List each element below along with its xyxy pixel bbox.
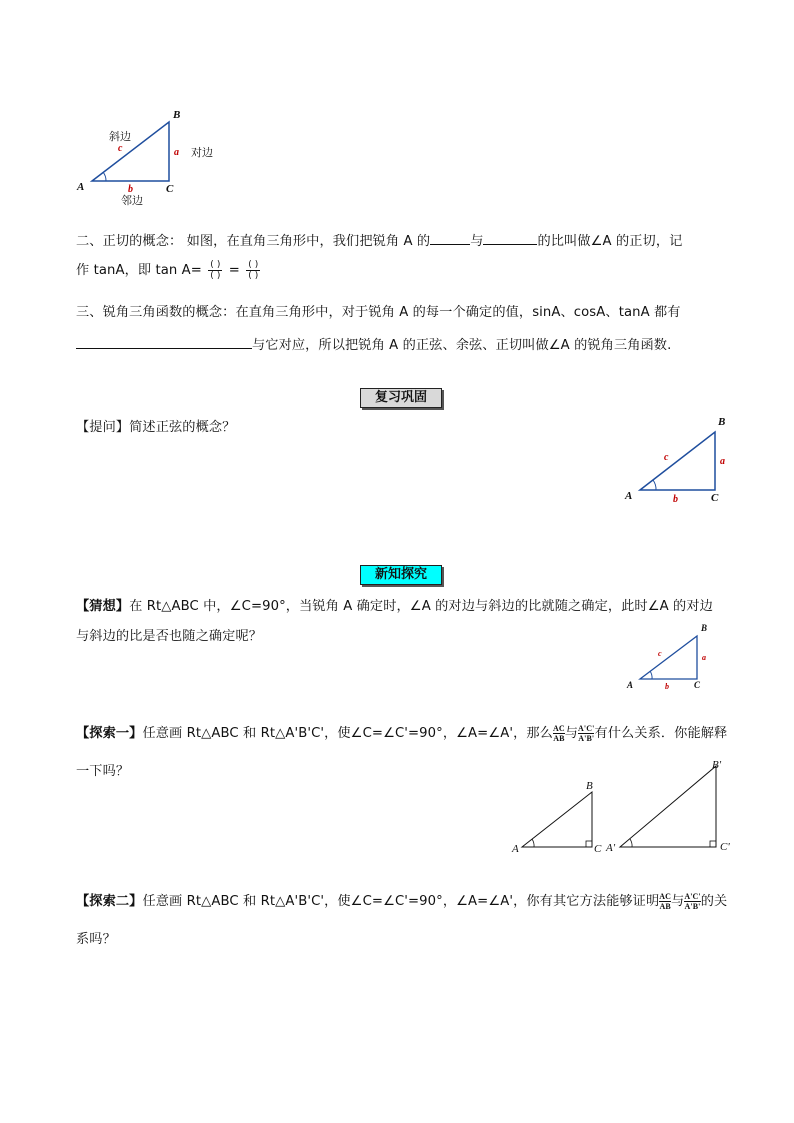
explore-heading: 新知探究: [360, 565, 442, 585]
tangent-definition-line1: 二、正切的概念： 如图，在直角三角形中，我们把锐角 A 的 与 的比叫做∠A 的正切，记: [76, 234, 683, 249]
guess-line1: 【猜想】在 Rt△ABC 中，∠C=90°，当锐角 A 确定时，∠A 的对边与斜边的比就随之确定，此时∠A 的对边: [76, 599, 713, 614]
triangle-diagram-4: [510, 780, 610, 860]
blank-1[interactable]: [430, 232, 470, 245]
triangle-diagram-1: [76, 104, 236, 214]
vertex-c-label: C: [166, 183, 174, 195]
fraction-ac-ab: $\frac{AC}{AB}$: [552, 723, 565, 743]
side-c-label: c: [664, 452, 669, 463]
explore1-line2: 一下吗？: [76, 764, 130, 779]
triangle-diagram-3: [624, 622, 724, 692]
triangle-diagram-5: [604, 756, 744, 856]
explore1-line1: 【探索一】任意画 Rt△ABC 和 Rt△A'B'C'，使∠C=∠C'=90°，∠A=∠A'，那么 $\frac{AC}{AB}$ 与 $\frac{A'C'}{A'B'}$ 有什么关系．你能解释: [76, 723, 728, 743]
vertex-c-label: C: [694, 680, 701, 690]
blank-3[interactable]: [76, 336, 252, 349]
side-c-label: c: [118, 143, 123, 154]
tangent-fraction-2[interactable]: $\frac{( )}{( )}$: [248, 259, 259, 281]
side-b-label: b: [673, 494, 678, 505]
vertex-b-label: B: [586, 780, 593, 792]
vertex-a-label: A: [625, 490, 633, 502]
vertex-b-label: B: [173, 109, 181, 121]
vertex-b-label: B: [718, 416, 726, 428]
vertex-b-label: B: [701, 623, 708, 633]
blank-2[interactable]: [483, 232, 537, 245]
vertex-c-label: C: [711, 492, 719, 504]
side-a-label: a: [174, 147, 179, 158]
vertex-a-label: A: [627, 680, 634, 690]
vertex-c-label: C: [594, 843, 602, 855]
explore2-line2: 系吗？: [76, 932, 116, 947]
review-question: 【提问】简述正弦的概念？: [76, 420, 236, 435]
triangle-diagram-2: [622, 414, 742, 509]
vertex-a-label: A: [77, 181, 85, 193]
opposite-label: 对边: [191, 146, 213, 159]
adjacent-label: 邻边: [121, 194, 143, 207]
vertex-a-label: A: [512, 843, 519, 855]
fraction-a1c1-a1b1: $\frac{A'C'}{A'B'}$: [578, 723, 595, 743]
vertex-a-prime-label: A': [606, 842, 616, 854]
fraction-ac-ab: $\frac{AC}{AB}$: [659, 891, 672, 911]
tangent-fraction-1[interactable]: $\frac{( )}{( )}$: [210, 259, 221, 281]
vertex-b-prime-label: B': [712, 759, 722, 771]
side-a-label: a: [702, 653, 706, 662]
trig-function-definition-line1: 三、锐角三角函数的概念：在直角三角形中，对于锐角 A 的每一个确定的值，sinA、cosA、tanA 都有: [76, 305, 681, 320]
fraction-a1c1-a1b1: $\frac{A'C'}{A'B'}$: [684, 891, 701, 911]
side-a-label: a: [720, 456, 725, 467]
guess-line2: 与斜边的比是否也随之确定呢？: [76, 629, 263, 644]
side-b-label: b: [665, 682, 669, 691]
review-heading: 复习巩固: [360, 388, 442, 408]
vertex-c-prime-label: C': [720, 841, 730, 853]
hypotenuse-label: 斜边: [109, 130, 131, 143]
trig-function-definition-line2: 与它对应，所以把锐角 A 的正弦、余弦、正切叫做∠A 的锐角三角函数.: [76, 334, 671, 353]
tangent-definition-line2: 作 tanA，即 tan A= $\frac{( )}{( )}$ = $\frac{( )}{( )}$: [76, 259, 259, 281]
side-c-label: c: [658, 649, 662, 658]
explore2-line1: 【探索二】任意画 Rt△ABC 和 Rt△A'B'C'，使∠C=∠C'=90°，∠A=∠A'，你有其它方法能够证明 $\frac{AC}{AB}$ 与 $\frac{A'C'}{A'B'}$ 的关: [76, 891, 728, 911]
side-b-label: b: [128, 184, 133, 195]
